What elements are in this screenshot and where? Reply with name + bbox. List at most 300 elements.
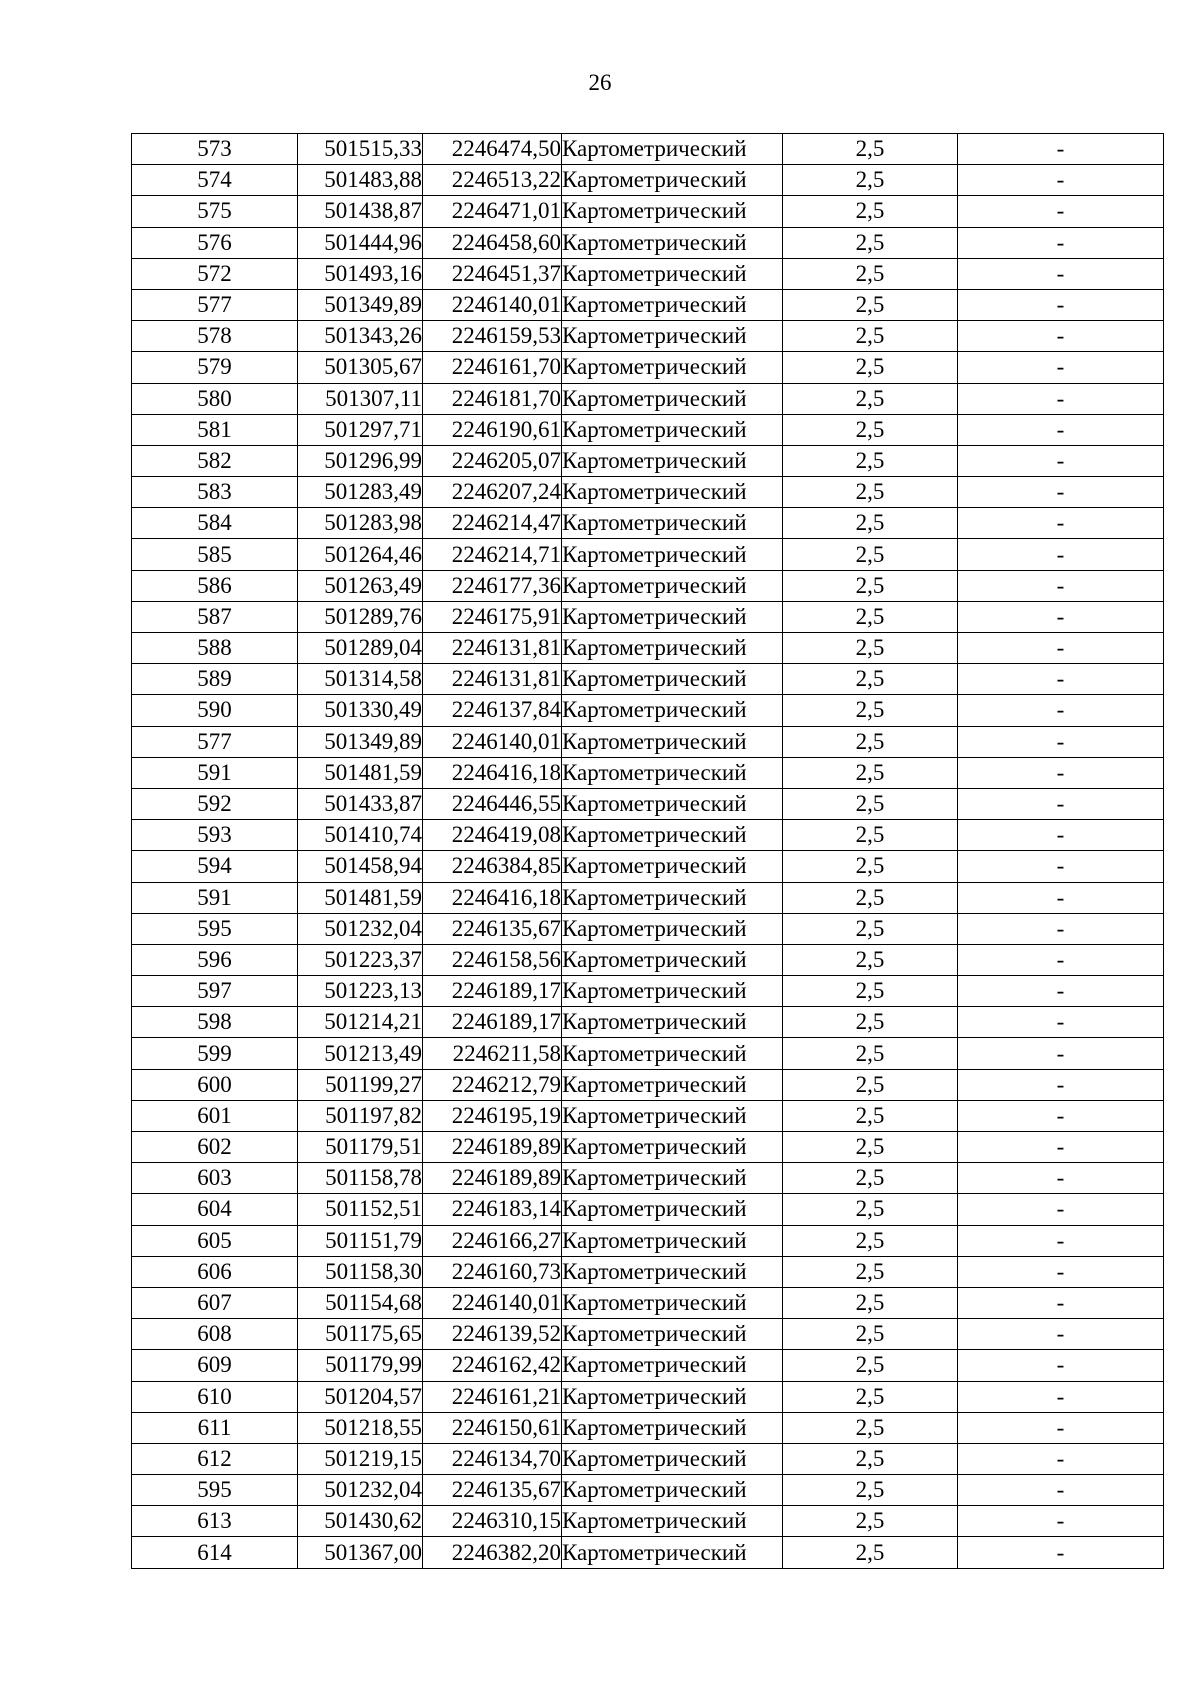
description-cell: -: [958, 944, 1164, 975]
y-coordinate-cell: 2246451,37: [423, 258, 562, 289]
point-number-cell: 606: [132, 1256, 298, 1287]
point-number-cell: 598: [132, 1007, 298, 1038]
accuracy-cell: 2,5: [783, 882, 958, 913]
accuracy-cell: 2,5: [783, 1038, 958, 1069]
table-row: [132, 757, 1164, 788]
table-row: [132, 851, 1164, 882]
y-coordinate-cell: 2246175,91: [423, 601, 562, 632]
x-coordinate-cell: 501158,30: [298, 1256, 423, 1287]
description-cell: -: [958, 570, 1164, 601]
accuracy-cell: 2,5: [783, 1319, 958, 1350]
point-number-cell: 593: [132, 820, 298, 851]
point-number-cell: 586: [132, 570, 298, 601]
description-cell: -: [958, 445, 1164, 476]
accuracy-cell: 2,5: [783, 477, 958, 508]
y-coordinate-cell: 2246189,17: [423, 976, 562, 1007]
accuracy-cell: 2,5: [783, 726, 958, 757]
point-number-cell: 604: [132, 1194, 298, 1225]
table-row: [132, 913, 1164, 944]
method-cell: Картометрический: [562, 851, 783, 882]
table-row: [132, 570, 1164, 601]
accuracy-cell: 2,5: [783, 1443, 958, 1474]
x-coordinate-cell: 501430,62: [298, 1506, 423, 1537]
description-cell: -: [958, 1038, 1164, 1069]
point-number-cell: 583: [132, 477, 298, 508]
description-cell: -: [958, 1287, 1164, 1318]
method-cell: Картометрический: [562, 1381, 783, 1412]
description-cell: -: [958, 1319, 1164, 1350]
description-cell: -: [958, 757, 1164, 788]
table-row: [132, 788, 1164, 819]
method-cell: Картометрический: [562, 414, 783, 445]
point-number-cell: 575: [132, 196, 298, 227]
point-number-cell: 592: [132, 788, 298, 819]
accuracy-cell: 2,5: [783, 227, 958, 258]
x-coordinate-cell: 501349,89: [298, 726, 423, 757]
description-cell: -: [958, 134, 1164, 165]
y-coordinate-cell: 2246181,70: [423, 383, 562, 414]
x-coordinate-cell: 501330,49: [298, 695, 423, 726]
method-cell: Картометрический: [562, 196, 783, 227]
table-row: [132, 726, 1164, 757]
table-row: [132, 944, 1164, 975]
method-cell: Картометрический: [562, 664, 783, 695]
point-number-cell: 580: [132, 383, 298, 414]
description-cell: -: [958, 820, 1164, 851]
description-cell: -: [958, 258, 1164, 289]
table-row: [132, 1475, 1164, 1506]
point-number-cell: 612: [132, 1443, 298, 1474]
y-coordinate-cell: 2246183,14: [423, 1194, 562, 1225]
point-number-cell: 601: [132, 1100, 298, 1131]
method-cell: Картометрический: [562, 695, 783, 726]
description-cell: -: [958, 352, 1164, 383]
y-coordinate-cell: 2246135,67: [423, 1475, 562, 1506]
point-number-cell: 608: [132, 1319, 298, 1350]
description-cell: -: [958, 913, 1164, 944]
point-number-cell: 578: [132, 321, 298, 352]
method-cell: Картометрический: [562, 601, 783, 632]
point-number-cell: 574: [132, 165, 298, 196]
x-coordinate-cell: 501232,04: [298, 913, 423, 944]
x-coordinate-cell: 501179,51: [298, 1132, 423, 1163]
x-coordinate-cell: 501481,59: [298, 757, 423, 788]
description-cell: -: [958, 633, 1164, 664]
method-cell: Картометрический: [562, 1537, 783, 1568]
accuracy-cell: 2,5: [783, 196, 958, 227]
table-row: [132, 1069, 1164, 1100]
accuracy-cell: 2,5: [783, 1412, 958, 1443]
x-coordinate-cell: 501481,59: [298, 882, 423, 913]
description-cell: -: [958, 976, 1164, 1007]
description-cell: -: [958, 1443, 1164, 1474]
table-row: [132, 196, 1164, 227]
method-cell: Картометрический: [562, 1443, 783, 1474]
x-coordinate-cell: 501314,58: [298, 664, 423, 695]
x-coordinate-cell: 501223,13: [298, 976, 423, 1007]
point-number-cell: 602: [132, 1132, 298, 1163]
point-number-cell: 607: [132, 1287, 298, 1318]
description-cell: -: [958, 1350, 1164, 1381]
point-number-cell: 587: [132, 601, 298, 632]
accuracy-cell: 2,5: [783, 1225, 958, 1256]
table-row: [132, 258, 1164, 289]
method-cell: Картометрический: [562, 227, 783, 258]
table-row: [132, 1319, 1164, 1350]
description-cell: -: [958, 1506, 1164, 1537]
page-number: 26: [588, 70, 612, 95]
description-cell: -: [958, 414, 1164, 445]
point-number-cell: 610: [132, 1381, 298, 1412]
point-number-cell: 581: [132, 414, 298, 445]
table-row: [132, 1381, 1164, 1412]
y-coordinate-cell: 2246214,47: [423, 508, 562, 539]
point-number-cell: 585: [132, 539, 298, 570]
description-cell: -: [958, 1475, 1164, 1506]
x-coordinate-cell: 501218,55: [298, 1412, 423, 1443]
x-coordinate-cell: 501175,65: [298, 1319, 423, 1350]
table-row: [132, 1225, 1164, 1256]
y-coordinate-cell: 2246195,19: [423, 1100, 562, 1131]
y-coordinate-cell: 2246166,27: [423, 1225, 562, 1256]
accuracy-cell: 2,5: [783, 539, 958, 570]
y-coordinate-cell: 2246416,18: [423, 757, 562, 788]
method-cell: Картометрический: [562, 1132, 783, 1163]
method-cell: Картометрический: [562, 508, 783, 539]
accuracy-cell: 2,5: [783, 851, 958, 882]
method-cell: Картометрический: [562, 383, 783, 414]
table-row: [132, 1443, 1164, 1474]
table-row: [132, 165, 1164, 196]
accuracy-cell: 2,5: [783, 1194, 958, 1225]
method-cell: Картометрический: [562, 258, 783, 289]
accuracy-cell: 2,5: [783, 570, 958, 601]
accuracy-cell: 2,5: [783, 695, 958, 726]
y-coordinate-cell: 2246310,15: [423, 1506, 562, 1537]
point-number-cell: 597: [132, 976, 298, 1007]
point-number-cell: 572: [132, 258, 298, 289]
description-cell: -: [958, 882, 1164, 913]
description-cell: -: [958, 695, 1164, 726]
table-row: [132, 227, 1164, 258]
point-number-cell: 594: [132, 851, 298, 882]
y-coordinate-cell: 2246140,01: [423, 1287, 562, 1318]
x-coordinate-cell: 501179,99: [298, 1350, 423, 1381]
description-cell: -: [958, 1132, 1164, 1163]
description-cell: -: [958, 601, 1164, 632]
accuracy-cell: 2,5: [783, 383, 958, 414]
y-coordinate-cell: 2246131,81: [423, 664, 562, 695]
table-row: [132, 1506, 1164, 1537]
table-row: [132, 414, 1164, 445]
table-row: [132, 1537, 1164, 1568]
description-cell: -: [958, 321, 1164, 352]
table-row: [132, 820, 1164, 851]
method-cell: Картометрический: [562, 1007, 783, 1038]
point-number-cell: 599: [132, 1038, 298, 1069]
table-row: [132, 321, 1164, 352]
table-row: [132, 134, 1164, 165]
y-coordinate-cell: 2246134,70: [423, 1443, 562, 1474]
method-cell: Картометрический: [562, 1287, 783, 1318]
table-row: [132, 1100, 1164, 1131]
x-coordinate-cell: 501307,11: [298, 383, 423, 414]
accuracy-cell: 2,5: [783, 633, 958, 664]
point-number-cell: 596: [132, 944, 298, 975]
x-coordinate-cell: 501458,94: [298, 851, 423, 882]
method-cell: Картометрический: [562, 1225, 783, 1256]
accuracy-cell: 2,5: [783, 1350, 958, 1381]
x-coordinate-cell: 501199,27: [298, 1069, 423, 1100]
y-coordinate-cell: 2246474,50: [423, 134, 562, 165]
accuracy-cell: 2,5: [783, 788, 958, 819]
x-coordinate-cell: 501158,78: [298, 1163, 423, 1194]
method-cell: Картометрический: [562, 477, 783, 508]
x-coordinate-cell: 501289,76: [298, 601, 423, 632]
y-coordinate-cell: 2246161,70: [423, 352, 562, 383]
description-cell: -: [958, 1194, 1164, 1225]
point-number-cell: 582: [132, 445, 298, 476]
y-coordinate-cell: 2246458,60: [423, 227, 562, 258]
description-cell: -: [958, 1007, 1164, 1038]
table-row: [132, 1132, 1164, 1163]
accuracy-cell: 2,5: [783, 1069, 958, 1100]
description-cell: -: [958, 664, 1164, 695]
table-row: [132, 445, 1164, 476]
x-coordinate-cell: 501349,89: [298, 289, 423, 320]
accuracy-cell: 2,5: [783, 508, 958, 539]
point-number-cell: 590: [132, 695, 298, 726]
method-cell: Картометрический: [562, 913, 783, 944]
x-coordinate-cell: 501152,51: [298, 1194, 423, 1225]
x-coordinate-cell: 501410,74: [298, 820, 423, 851]
method-cell: Картометрический: [562, 165, 783, 196]
y-coordinate-cell: 2246139,52: [423, 1319, 562, 1350]
method-cell: Картометрический: [562, 289, 783, 320]
x-coordinate-cell: 501151,79: [298, 1225, 423, 1256]
accuracy-cell: 2,5: [783, 1506, 958, 1537]
x-coordinate-cell: 501515,33: [298, 134, 423, 165]
description-cell: -: [958, 851, 1164, 882]
y-coordinate-cell: 2246189,89: [423, 1132, 562, 1163]
table-row: [132, 882, 1164, 913]
accuracy-cell: 2,5: [783, 1007, 958, 1038]
table-row: [132, 289, 1164, 320]
y-coordinate-cell: 2246135,67: [423, 913, 562, 944]
table-row: [132, 477, 1164, 508]
x-coordinate-cell: 501204,57: [298, 1381, 423, 1412]
point-number-cell: 577: [132, 726, 298, 757]
x-coordinate-cell: 501433,87: [298, 788, 423, 819]
point-number-cell: 584: [132, 508, 298, 539]
x-coordinate-cell: 501493,16: [298, 258, 423, 289]
method-cell: Картометрический: [562, 633, 783, 664]
x-coordinate-cell: 501444,96: [298, 227, 423, 258]
accuracy-cell: 2,5: [783, 258, 958, 289]
point-number-cell: 595: [132, 913, 298, 944]
x-coordinate-cell: 501223,37: [298, 944, 423, 975]
coordinates-table: [131, 133, 1164, 1569]
y-coordinate-cell: 2246162,42: [423, 1350, 562, 1381]
point-number-cell: 588: [132, 633, 298, 664]
x-coordinate-cell: 501343,26: [298, 321, 423, 352]
method-cell: Картометрический: [562, 788, 783, 819]
accuracy-cell: 2,5: [783, 445, 958, 476]
method-cell: Картометрический: [562, 445, 783, 476]
x-coordinate-cell: 501289,04: [298, 633, 423, 664]
method-cell: Картометрический: [562, 134, 783, 165]
point-number-cell: 589: [132, 664, 298, 695]
y-coordinate-cell: 2246177,36: [423, 570, 562, 601]
accuracy-cell: 2,5: [783, 1537, 958, 1568]
y-coordinate-cell: 2246471,01: [423, 196, 562, 227]
method-cell: Картометрический: [562, 757, 783, 788]
x-coordinate-cell: 501283,49: [298, 477, 423, 508]
accuracy-cell: 2,5: [783, 601, 958, 632]
y-coordinate-cell: 2246211,58: [423, 1038, 562, 1069]
method-cell: Картометрический: [562, 944, 783, 975]
description-cell: -: [958, 1412, 1164, 1443]
method-cell: Картометрический: [562, 539, 783, 570]
method-cell: Картометрический: [562, 1506, 783, 1537]
description-cell: -: [958, 227, 1164, 258]
method-cell: Картометрический: [562, 1319, 783, 1350]
accuracy-cell: 2,5: [783, 664, 958, 695]
x-coordinate-cell: 501213,49: [298, 1038, 423, 1069]
table-row: [132, 383, 1164, 414]
method-cell: Картометрический: [562, 1038, 783, 1069]
table-row: [132, 976, 1164, 1007]
method-cell: Картометрический: [562, 352, 783, 383]
method-cell: Картометрический: [562, 1350, 783, 1381]
y-coordinate-cell: 2246416,18: [423, 882, 562, 913]
y-coordinate-cell: 2246419,08: [423, 820, 562, 851]
y-coordinate-cell: 2246161,21: [423, 1381, 562, 1412]
point-number-cell: 611: [132, 1412, 298, 1443]
x-coordinate-cell: 501214,21: [298, 1007, 423, 1038]
accuracy-cell: 2,5: [783, 134, 958, 165]
point-number-cell: 579: [132, 352, 298, 383]
method-cell: Картометрический: [562, 882, 783, 913]
method-cell: Картометрический: [562, 976, 783, 1007]
description-cell: -: [958, 1225, 1164, 1256]
point-number-cell: 613: [132, 1506, 298, 1537]
accuracy-cell: 2,5: [783, 321, 958, 352]
y-coordinate-cell: 2246158,56: [423, 944, 562, 975]
x-coordinate-cell: 501438,87: [298, 196, 423, 227]
x-coordinate-cell: 501297,71: [298, 414, 423, 445]
table-row: [132, 1350, 1164, 1381]
accuracy-cell: 2,5: [783, 289, 958, 320]
accuracy-cell: 2,5: [783, 757, 958, 788]
table-row: [132, 539, 1164, 570]
description-cell: -: [958, 726, 1164, 757]
accuracy-cell: 2,5: [783, 352, 958, 383]
y-coordinate-cell: 2246205,07: [423, 445, 562, 476]
description-cell: -: [958, 539, 1164, 570]
y-coordinate-cell: 2246160,73: [423, 1256, 562, 1287]
y-coordinate-cell: 2246159,53: [423, 321, 562, 352]
table-row: [132, 1256, 1164, 1287]
table-row: [132, 1038, 1164, 1069]
table-row: [132, 1194, 1164, 1225]
table-row: [132, 695, 1164, 726]
description-cell: -: [958, 477, 1164, 508]
accuracy-cell: 2,5: [783, 1256, 958, 1287]
point-number-cell: 591: [132, 882, 298, 913]
y-coordinate-cell: 2246212,79: [423, 1069, 562, 1100]
x-coordinate-cell: 501197,82: [298, 1100, 423, 1131]
method-cell: Картометрический: [562, 1256, 783, 1287]
point-number-cell: 609: [132, 1350, 298, 1381]
coordinates-table-body: [132, 134, 1164, 1569]
description-cell: -: [958, 1100, 1164, 1131]
description-cell: -: [958, 1256, 1164, 1287]
method-cell: Картометрический: [562, 1069, 783, 1100]
x-coordinate-cell: 501263,49: [298, 570, 423, 601]
x-coordinate-cell: 501305,67: [298, 352, 423, 383]
y-coordinate-cell: 2246189,17: [423, 1007, 562, 1038]
accuracy-cell: 2,5: [783, 1163, 958, 1194]
y-coordinate-cell: 2246513,22: [423, 165, 562, 196]
method-cell: Картометрический: [562, 570, 783, 601]
y-coordinate-cell: 2246140,01: [423, 726, 562, 757]
description-cell: -: [958, 788, 1164, 819]
table-row: [132, 1287, 1164, 1318]
y-coordinate-cell: 2246150,61: [423, 1412, 562, 1443]
point-number-cell: 591: [132, 757, 298, 788]
y-coordinate-cell: 2246207,24: [423, 477, 562, 508]
description-cell: -: [958, 1381, 1164, 1412]
point-number-cell: 573: [132, 134, 298, 165]
table-row: [132, 352, 1164, 383]
accuracy-cell: 2,5: [783, 1100, 958, 1131]
method-cell: Картометрический: [562, 1412, 783, 1443]
accuracy-cell: 2,5: [783, 1381, 958, 1412]
y-coordinate-cell: 2246446,55: [423, 788, 562, 819]
accuracy-cell: 2,5: [783, 165, 958, 196]
point-number-cell: 595: [132, 1475, 298, 1506]
y-coordinate-cell: 2246384,85: [423, 851, 562, 882]
method-cell: Картометрический: [562, 1475, 783, 1506]
x-coordinate-cell: 501283,98: [298, 508, 423, 539]
table-row: [132, 633, 1164, 664]
table-row: [132, 1412, 1164, 1443]
y-coordinate-cell: 2246190,61: [423, 414, 562, 445]
accuracy-cell: 2,5: [783, 913, 958, 944]
accuracy-cell: 2,5: [783, 1132, 958, 1163]
y-coordinate-cell: 2246214,71: [423, 539, 562, 570]
point-number-cell: 577: [132, 289, 298, 320]
description-cell: -: [958, 289, 1164, 320]
table-row: [132, 664, 1164, 695]
point-number-cell: 600: [132, 1069, 298, 1100]
method-cell: Картометрический: [562, 726, 783, 757]
description-cell: -: [958, 196, 1164, 227]
table-row: [132, 601, 1164, 632]
method-cell: Картометрический: [562, 1100, 783, 1131]
description-cell: -: [958, 1537, 1164, 1568]
accuracy-cell: 2,5: [783, 1475, 958, 1506]
description-cell: -: [958, 508, 1164, 539]
x-coordinate-cell: 501219,15: [298, 1443, 423, 1474]
point-number-cell: 576: [132, 227, 298, 258]
description-cell: -: [958, 165, 1164, 196]
x-coordinate-cell: 501154,68: [298, 1287, 423, 1318]
y-coordinate-cell: 2246140,01: [423, 289, 562, 320]
point-number-cell: 605: [132, 1225, 298, 1256]
x-coordinate-cell: 501296,99: [298, 445, 423, 476]
